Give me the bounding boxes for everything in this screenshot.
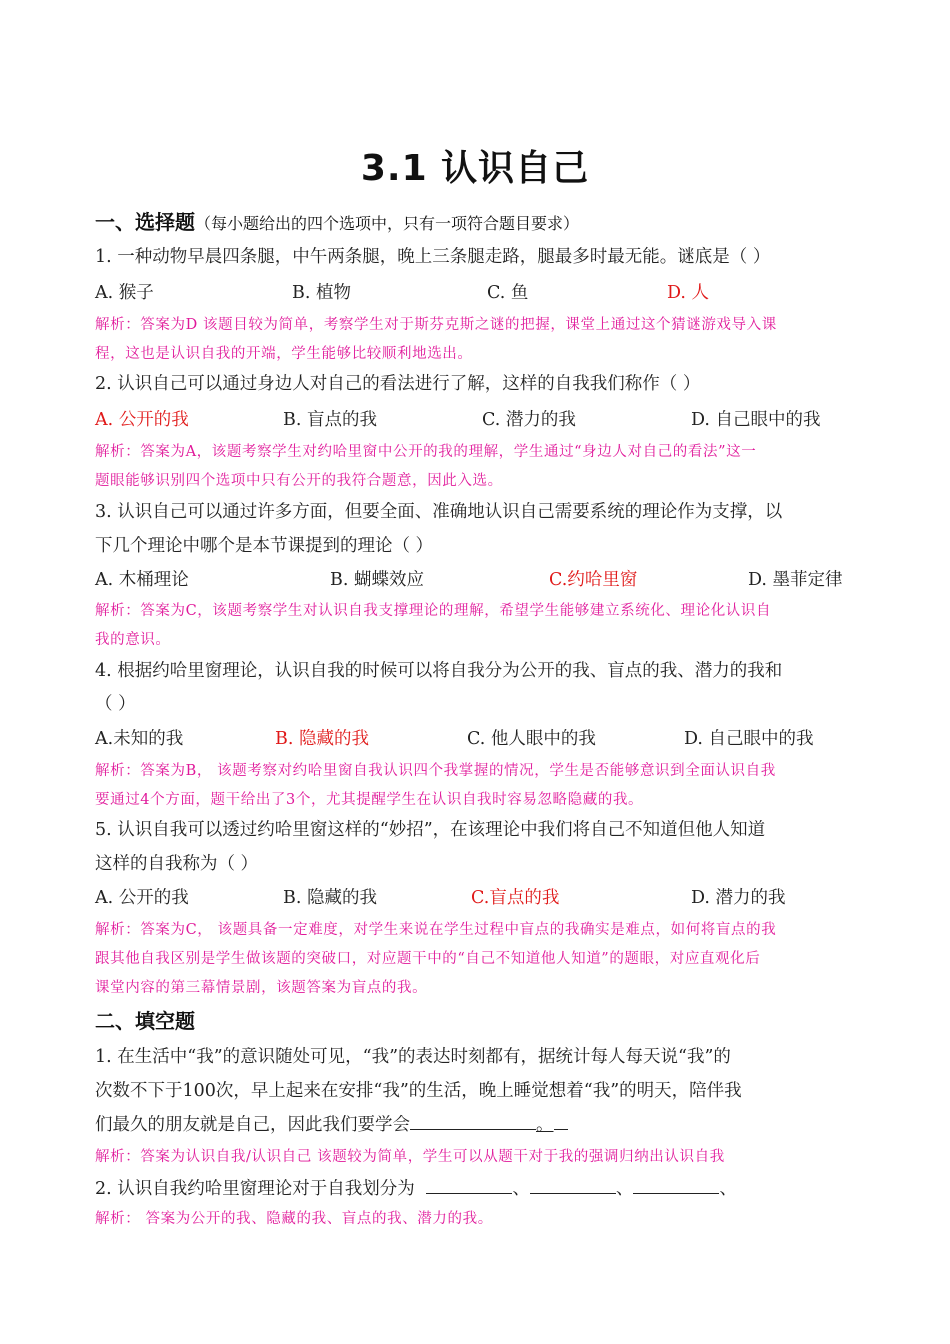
option-a: A. 木桶理论 [95, 570, 189, 590]
fill-2-blank-1[interactable] [426, 1175, 512, 1194]
fill-1-blank[interactable] [410, 1111, 536, 1130]
analysis-5-line-1: 解析：答案为C， 该题具备一定难度，对学生来说在学生过程中盲点的我确实是难点，如何将盲点的我 [95, 922, 777, 938]
section-heading-choice [95, 206, 860, 235]
fill-2-blank-2[interactable] [530, 1175, 616, 1194]
fill-2-blank-3[interactable] [633, 1175, 719, 1194]
option-c: C. 潜力的我 [482, 410, 576, 430]
option-c-correct: C.盲点的我 [471, 888, 560, 908]
option-d-correct: D. 人 [667, 283, 710, 303]
fill-2 [95, 1175, 860, 1200]
question-2-options [95, 406, 860, 432]
option-d: D. 自己眼中的我 [691, 410, 821, 430]
question-5-line-2: 这样的自我称为（ ） [95, 854, 259, 874]
question-3-line-2: 下几个理论中哪个是本节课提到的理论（ ） [95, 536, 434, 556]
fill-1-line-1: 1. 在生活中“我”的意识随处可见，“我”的表达时刻都有，据统计每人每天说“我”的 [95, 1047, 731, 1067]
option-b: B. 植物 [292, 283, 351, 303]
section-heading-fill: 二、填空题 [95, 1009, 195, 1033]
analysis-3-line-2: 我的意识。 [95, 632, 171, 648]
fill-2-sep-1: 、 [512, 1179, 530, 1199]
fill-1-prefix: 们最久的朋友就是自己，因此我们要学会 [95, 1115, 410, 1135]
option-a: A. 猴子 [95, 283, 154, 303]
analysis-fill-2: 解析： 答案为公开的我、隐藏的我、盲点的我、潜力的我。 [95, 1211, 493, 1227]
option-a: A. 公开的我 [95, 888, 189, 908]
option-c-correct: C.约哈里窗 [549, 570, 638, 590]
analysis-2-line-2: 题眼能够识别四个选项中只有公开的我符合题意，因此入选。 [95, 473, 503, 489]
option-d: D. 潜力的我 [691, 888, 786, 908]
question-3-options [95, 566, 860, 592]
fill-1-blank-tail [554, 1111, 568, 1130]
question-1-options [95, 279, 860, 305]
option-d: D. 自己眼中的我 [684, 729, 814, 749]
page-title: 3.1 认识自己 [360, 148, 590, 189]
question-5-options [95, 884, 860, 910]
section-heading-text: 一、选择题 [95, 210, 195, 234]
analysis-4-line-2: 要通过4个方面，题干给出了3个，尤其提醒学生在认识自我时容易忽略隐藏的我。 [95, 792, 644, 808]
analysis-fill-1: 解析：答案为认识自我/认识自己 该题较为简单，学生可以从题干对于我的强调归纳出认识自我 [95, 1149, 725, 1165]
fill-2-sep-2: 、 [615, 1179, 634, 1199]
option-d: D. 墨菲定律 [748, 570, 843, 590]
option-b: B. 蝴蝶效应 [330, 570, 424, 590]
question-3-line-1: 3. 认识自己可以通过许多方面，但要全面、准确地认识自己需要系统的理论作为支撑，以 [95, 502, 783, 522]
analysis-2-line-1: 解析：答案为A，该题考察学生对约哈里窗中公开的我的理解，学生通过“身边人对自己的看法”这一 [95, 444, 757, 460]
option-a: A.未知的我 [95, 729, 184, 749]
analysis-4-line-1: 解析：答案为B， 该题考察对约哈里窗自我认识四个我掌握的情况，学生是否能够意识到全面认识自我 [95, 763, 776, 779]
option-c: C. 他人眼中的我 [467, 729, 596, 749]
option-b: B. 盲点的我 [283, 410, 377, 430]
question-1: 1. 一种动物早晨四条腿，中午两条腿，晚上三条腿走路，腿最多时最无能。谜底是（ ） [95, 247, 771, 267]
question-2: 2. 认识自己可以通过身边人对自己的看法进行了解，这样的自我我们称作（ ） [95, 374, 701, 394]
fill-1-line-2: 次数不下于100次，早上起来在安排“我”的生活，晚上睡觉想着“我”的明天，陪伴我 [95, 1081, 742, 1101]
option-b: B. 隐藏的我 [283, 888, 377, 908]
analysis-1-line-2: 程，这也是认识自我的开端，学生能够比较顺利地选出。 [95, 346, 473, 362]
fill-1-line-3 [95, 1111, 860, 1136]
option-c: C. 鱼 [487, 283, 529, 303]
option-b-correct: B. 隐藏的我 [275, 729, 369, 749]
analysis-3-line-1: 解析：答案为C，该题考察学生对认识自我支撑理论的理解，希望学生能够建立系统化、理论化认识自 [95, 603, 772, 619]
fill-1-suffix: 。 [536, 1115, 554, 1135]
question-4-line-1: 4. 根据约哈里窗理论，认识自我的时候可以将自我分为公开的我、盲点的我、潜力的我和 [95, 661, 783, 681]
question-4-options [95, 725, 860, 751]
analysis-5-line-2: 跟其他自我区别是学生做该题的突破口，对应题干中的“自己不知道他人知道”的题眼，对应直观化后 [95, 951, 761, 967]
question-4-line-2: （ ） [95, 694, 136, 714]
fill-2-sep-3: 、 [719, 1179, 737, 1199]
question-5-line-1: 5. 认识自我可以透过约哈里窗这样的“妙招”，在该理论中我们将自己不知道但他人知道 [95, 820, 766, 840]
section-heading-note: （每小题给出的四个选项中，只有一项符合题目要求） [195, 214, 580, 233]
option-a-correct: A. 公开的我 [95, 410, 189, 430]
fill-2-prefix: 2. 认识自我约哈里窗理论对于自我划分为 [95, 1179, 415, 1199]
analysis-1-line-1: 解析：答案为D 该题目较为简单，考察学生对于斯芬克斯之谜的把握，课堂上通过这个猜谜游戏导入课 [95, 317, 777, 333]
analysis-5-line-3: 课堂内容的第三幕情景剧，该题答案为盲点的我。 [95, 980, 428, 996]
